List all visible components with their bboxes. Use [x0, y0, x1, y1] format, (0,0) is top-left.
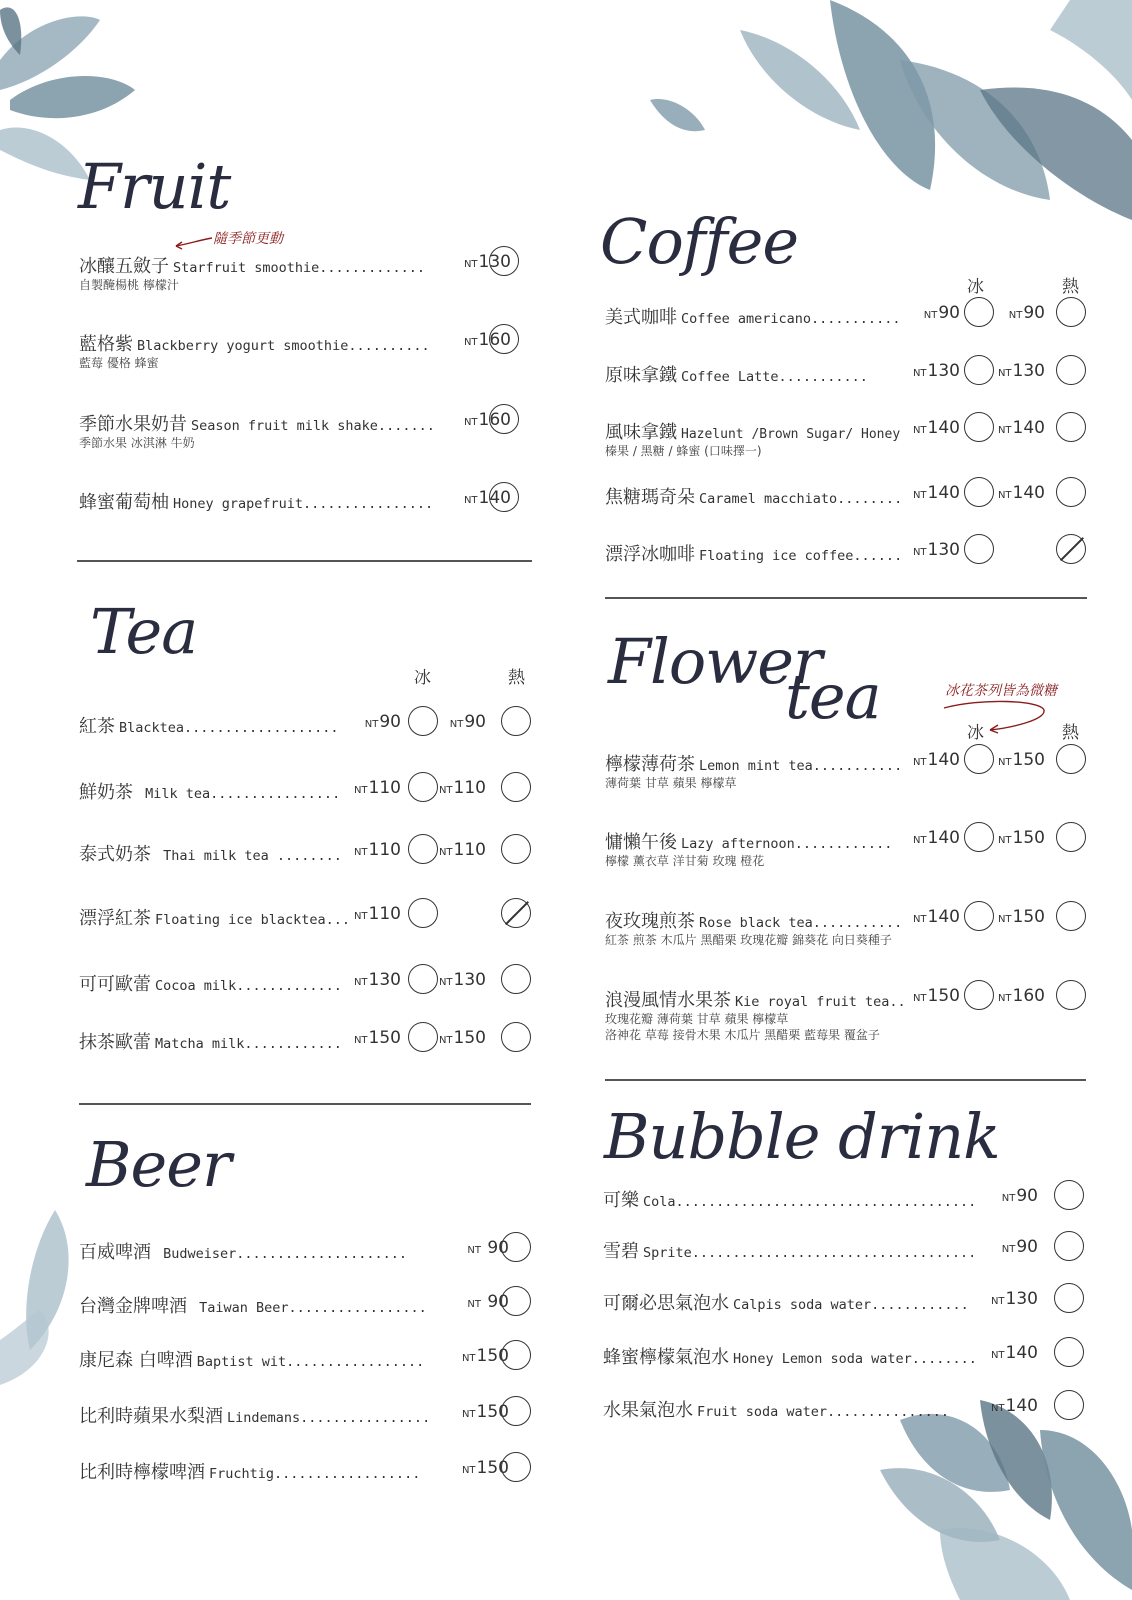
item-name-en: Lemon mint tea...........: [699, 758, 903, 774]
item-name-en: Baptist wit.................: [196, 1354, 425, 1370]
menu-item-beer-3: [79, 1402, 539, 1448]
item-price: NT150: [461, 1402, 509, 1422]
ice-price: NT140: [912, 907, 960, 927]
item-name-en: Matcha milk............: [155, 1036, 342, 1052]
item-name-zh: 原味拿鐵: [605, 365, 677, 386]
order-checkbox[interactable]: [489, 246, 519, 276]
section-divider: [605, 597, 1087, 599]
item-name-zh: 浪漫風情水果茶: [605, 990, 731, 1011]
item-name-en: Cocoa milk.............: [155, 978, 342, 994]
item-name-en: Floating ice blacktea...: [155, 912, 351, 928]
item-name-en: Honey Lemon soda water........: [733, 1351, 977, 1367]
item-name-zh: 漂浮紅茶: [79, 908, 151, 929]
menu-item-bubble-1: [603, 1237, 1088, 1283]
item-name-zh: 可可歐蕾: [79, 974, 151, 995]
item-name-en: Kie royal fruit tea..: [735, 994, 906, 1010]
item-price: NT130: [463, 252, 511, 272]
seasonal-note: 隨季節更動: [213, 231, 283, 247]
item-price: NT 90: [467, 1292, 509, 1312]
menu-item-tea-1: [79, 778, 539, 824]
ice-column-header: 冰: [967, 277, 984, 297]
item-price: NT140: [463, 488, 511, 508]
item-price: NT150: [461, 1346, 509, 1366]
order-checkbox[interactable]: [501, 1286, 531, 1316]
item-flavor-options: 榛果 / 黑糖 / 蜂蜜 (口味擇一): [605, 444, 762, 458]
item-name-zh: 美式咖啡: [605, 307, 677, 328]
item-name-en: Lazy afternoon............: [681, 836, 893, 852]
item-name-zh: 藍格紫: [79, 334, 133, 355]
menu-item-tea-0: [79, 712, 539, 758]
section-divider: [605, 1079, 1086, 1081]
item-name-zh: 季節水果奶昔: [79, 414, 187, 435]
menu-item-beer-1: [79, 1292, 539, 1338]
item-price: NT140: [990, 1343, 1038, 1363]
menu-item-fruit-3: [79, 488, 524, 534]
ice-price: NT140: [912, 418, 960, 438]
menu-item-coffee-1: [605, 361, 1090, 407]
hot-unavailable-icon: [1056, 534, 1086, 564]
item-name-zh: 鮮奶茶: [79, 782, 133, 803]
order-checkbox[interactable]: [1054, 1283, 1084, 1313]
menu-item-tea-3: [79, 904, 539, 950]
order-checkbox[interactable]: [1054, 1180, 1084, 1210]
ice-price: NT140: [912, 750, 960, 770]
hot-column-header: 熱: [1062, 723, 1079, 743]
hot-price: NT160: [997, 986, 1045, 1006]
section-title-tea: Tea: [90, 595, 198, 668]
order-checkbox[interactable]: [501, 1396, 531, 1426]
menu-item-bubble-2: [603, 1289, 1088, 1335]
item-name-zh: 抹茶歐蕾: [79, 1032, 151, 1053]
menu-item-bubble-3: [603, 1343, 1088, 1389]
item-price: NT130: [990, 1289, 1038, 1309]
menu-item-tea-5: [79, 1028, 539, 1074]
order-checkbox[interactable]: [501, 1452, 531, 1482]
order-checkbox[interactable]: [489, 324, 519, 354]
hot-order-checkbox[interactable]: [1056, 980, 1086, 1010]
menu-item-flower-1: [605, 828, 1090, 874]
section-title-bubble-drink: Bubble drink: [604, 1100, 1000, 1173]
ice-price: NT90: [923, 303, 960, 323]
ice-price: NT130: [912, 540, 960, 560]
item-ingredients: 季節水果 冰淇淋 牛奶: [79, 436, 195, 450]
ice-order-checkbox[interactable]: [408, 898, 438, 928]
hot-price: NT150: [997, 828, 1045, 848]
hot-column-header: 熱: [1062, 277, 1079, 297]
menu-item-coffee-4: [605, 540, 1090, 586]
item-price: NT160: [463, 330, 511, 350]
ice-price: NT90: [364, 712, 401, 732]
ice-order-checkbox[interactable]: [964, 534, 994, 564]
item-name-en: Lindemans................: [227, 1410, 431, 1426]
item-name-en: Floating ice coffee......: [699, 548, 903, 564]
item-name-en: Season fruit milk shake.......: [191, 418, 435, 434]
item-name-en: Calpis soda water............: [733, 1297, 969, 1313]
hot-order-checkbox[interactable]: [1056, 412, 1086, 442]
item-ingredients: 紅茶 煎茶 木瓜片 黑醋栗 玫瑰花瓣 錦葵花 向日葵種子: [605, 933, 892, 947]
ice-price: NT110: [353, 778, 401, 798]
item-price: NT90: [1001, 1186, 1038, 1206]
item-name-zh: 比利時蘋果水梨酒: [79, 1406, 223, 1427]
item-name-zh: 蜂蜜檸檬氣泡水: [603, 1347, 729, 1368]
ice-column-header: 冰: [967, 723, 984, 743]
section-divider: [79, 1103, 531, 1105]
hot-price: NT110: [438, 778, 486, 798]
item-name-en: Cola.....................................: [643, 1194, 977, 1210]
section-divider: [77, 560, 532, 562]
hot-unavailable-icon: [501, 898, 531, 928]
section-title-coffee: Coffee: [600, 205, 799, 278]
item-name-en: Sprite...................................: [643, 1245, 977, 1261]
menu-item-coffee-0: [605, 303, 1090, 349]
ice-price: NT140: [912, 828, 960, 848]
item-name-zh: 紅茶: [79, 716, 115, 737]
item-name-zh: 康尼森 白啤酒: [79, 1350, 193, 1371]
hot-order-checkbox[interactable]: [1056, 355, 1086, 385]
order-checkbox[interactable]: [489, 482, 519, 512]
item-price: NT160: [463, 410, 511, 430]
item-name-zh: 百威啤酒: [79, 1242, 151, 1263]
item-name-en: Caramel macchiato........: [699, 491, 903, 507]
hot-order-checkbox[interactable]: [1056, 297, 1086, 327]
hot-price: NT110: [438, 840, 486, 860]
item-name-zh: 風味拿鐵: [605, 422, 677, 443]
item-name-en: Rose black tea...........: [699, 915, 903, 931]
item-name-zh: 慵懶午後: [605, 832, 677, 853]
hot-price: NT150: [997, 907, 1045, 927]
menu-item-coffee-3: [605, 483, 1090, 529]
section-title-flower: Flower: [608, 625, 822, 698]
item-price: NT140: [990, 1396, 1038, 1416]
ice-price: NT130: [912, 361, 960, 381]
order-checkbox[interactable]: [1054, 1390, 1084, 1420]
item-name-zh: 檸檬薄荷茶: [605, 754, 695, 775]
ice-column-header: 冰: [414, 668, 431, 688]
order-checkbox[interactable]: [489, 404, 519, 434]
hot-price: NT90: [1008, 303, 1045, 323]
item-name-zh: 台灣金牌啤酒: [79, 1296, 187, 1317]
menu-item-fruit-2: [79, 410, 524, 456]
item-name-en: Fruit soda water...............: [697, 1404, 949, 1420]
menu-item-flower-3: [605, 986, 1090, 1042]
item-name-en: Coffee americano...........: [681, 311, 901, 327]
item-name-en: Blackberry yogurt smoothie..........: [137, 338, 430, 354]
order-checkbox[interactable]: [1054, 1231, 1084, 1261]
menu-item-tea-2: [79, 840, 539, 886]
menu-item-beer-0: [79, 1238, 539, 1284]
item-ingredients: 薄荷葉 甘草 蘋果 檸檬草: [605, 776, 737, 790]
sugar-note: 冰花茶列皆為微糖: [945, 683, 1057, 699]
ice-price: NT140: [912, 483, 960, 503]
hot-price: NT130: [997, 361, 1045, 381]
order-checkbox[interactable]: [501, 1340, 531, 1370]
hot-price: NT130: [438, 970, 486, 990]
item-name-en: Blacktea...................: [119, 720, 339, 736]
menu-item-tea-4: [79, 970, 539, 1016]
item-name-en: Fruchtig..................: [209, 1466, 421, 1482]
menu-item-bubble-0: [603, 1186, 1088, 1232]
hot-order-checkbox[interactable]: [1056, 901, 1086, 931]
item-name-zh: 比利時檸檬啤酒: [79, 1462, 205, 1483]
item-price: NT 90: [467, 1238, 509, 1258]
item-name-en: Coffee Latte...........: [681, 369, 868, 385]
item-name-zh: 雪碧: [603, 1241, 639, 1262]
hot-order-checkbox[interactable]: [501, 964, 531, 994]
item-name-en: Budweiser.....................: [155, 1246, 407, 1262]
section-title-fruit: Fruit: [78, 150, 231, 223]
menu-item-fruit-1: [79, 330, 524, 376]
menu-item-beer-4: [79, 1458, 539, 1504]
item-name-zh: 水果氣泡水: [603, 1400, 693, 1421]
hot-price: NT90: [449, 712, 486, 732]
item-price: NT150: [461, 1458, 509, 1478]
hot-price: NT140: [997, 483, 1045, 503]
menu-item-coffee-2: [605, 418, 1090, 464]
hot-order-checkbox[interactable]: [501, 1022, 531, 1052]
ice-price: NT150: [912, 986, 960, 1006]
order-checkbox[interactable]: [1054, 1337, 1084, 1367]
item-name-en: Taiwan Beer.................: [191, 1300, 427, 1316]
item-name-zh: 可樂: [603, 1190, 639, 1211]
item-name-zh: 可爾必思氣泡水: [603, 1293, 729, 1314]
item-ingredients: 自製醃楊桃 檸檬汁: [79, 278, 179, 292]
item-name-en: Thai milk tea ........: [155, 848, 342, 864]
hot-order-checkbox[interactable]: [501, 772, 531, 802]
item-name-en: Starfruit smoothie.............: [173, 260, 425, 276]
note-arrow-icon: [940, 694, 1052, 734]
item-ingredients: 藍莓 優格 蜂蜜: [79, 356, 159, 370]
item-ingredients-line2: 洛神花 草莓 接骨木果 木瓜片 黑醋栗 藍莓果 覆盆子: [605, 1028, 880, 1042]
hot-column-header: 熱: [508, 668, 525, 688]
order-checkbox[interactable]: [501, 1232, 531, 1262]
item-name-zh: 夜玫瑰煎茶: [605, 911, 695, 932]
menu-item-flower-0: [605, 750, 1090, 796]
item-ingredients: 檸檬 薰衣草 洋甘菊 玫瑰 橙花: [605, 854, 765, 868]
ice-price: NT150: [353, 1028, 401, 1048]
leaf-decoration-top-right: [650, 0, 1132, 230]
item-name-en: Hazelunt /Brown Sugar/ Honey: [681, 427, 901, 442]
menu-item-fruit-0: [79, 252, 524, 298]
item-name-zh: 漂浮冰咖啡: [605, 544, 695, 565]
item-price: NT90: [1001, 1237, 1038, 1257]
item-ingredients: 玫瑰花瓣 薄荷葉 甘草 蘋果 檸檬草: [605, 1012, 789, 1026]
item-name-en: Milk tea................: [137, 786, 341, 802]
menu-item-flower-2: [605, 907, 1090, 953]
menu-item-beer-2: [79, 1346, 539, 1392]
ice-price: NT110: [353, 904, 401, 924]
note-arrow-icon: [172, 236, 214, 250]
hot-price: NT150: [997, 750, 1045, 770]
item-name-en: Honey grapefruit................: [173, 496, 434, 512]
hot-order-checkbox[interactable]: [1056, 822, 1086, 852]
hot-order-checkbox[interactable]: [1056, 744, 1086, 774]
item-name-zh: 蜂蜜葡萄柚: [79, 492, 169, 513]
hot-price: NT150: [438, 1028, 486, 1048]
ice-price: NT110: [353, 840, 401, 860]
hot-order-checkbox[interactable]: [1056, 477, 1086, 507]
section-title-beer: Beer: [86, 1128, 231, 1201]
hot-order-checkbox[interactable]: [501, 834, 531, 864]
hot-price: NT140: [997, 418, 1045, 438]
section-title-tea-word: tea: [785, 660, 881, 733]
item-name-zh: 冰釀五斂子: [79, 256, 169, 277]
item-name-zh: 泰式奶茶: [79, 844, 151, 865]
menu-item-bubble-4: [603, 1396, 1088, 1442]
item-name-zh: 焦糖瑪奇朵: [605, 487, 695, 508]
ice-price: NT130: [353, 970, 401, 990]
hot-order-checkbox[interactable]: [501, 706, 531, 736]
